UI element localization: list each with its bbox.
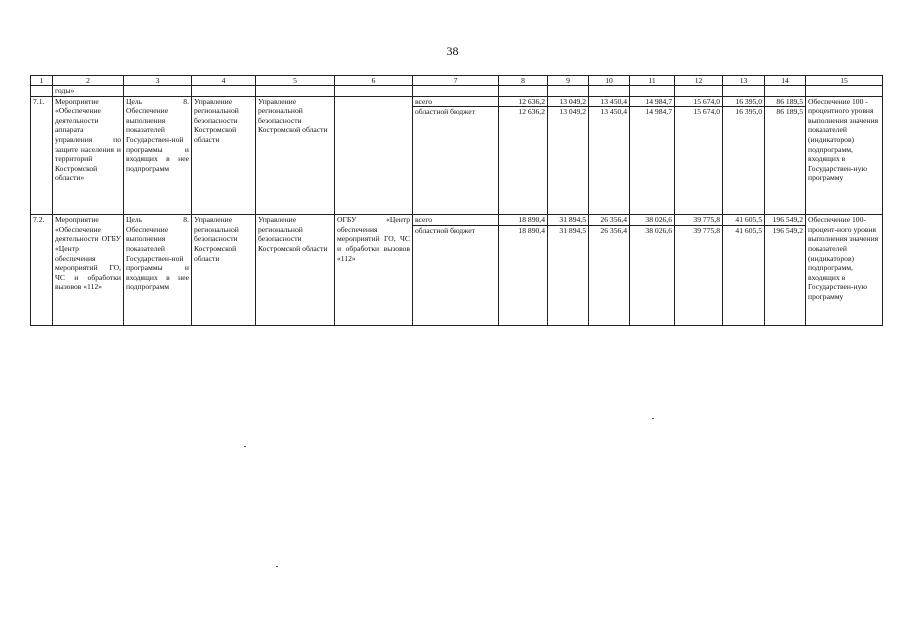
funding-value: 12 636,2 bbox=[499, 107, 548, 215]
page-number: 38 bbox=[446, 44, 459, 58]
measure-name: Мероприятие «Обеспечение деятельности аппарата управления по защите населения и территорий Костромской области» bbox=[53, 96, 124, 215]
participant: ОГБУ «Центр обеспечения мероприятий ГО, ЧС и обработки вызовов «112» bbox=[335, 215, 413, 326]
col-header: 13 bbox=[723, 76, 765, 86]
continuation-text: годы» bbox=[53, 86, 124, 97]
funding-value: 26 356,4 bbox=[589, 215, 630, 226]
funding-value: 15 674,0 bbox=[675, 96, 723, 107]
funding-value: 31 894,5 bbox=[548, 215, 589, 226]
scan-speck bbox=[244, 446, 246, 447]
funding-value: 41 605,5 bbox=[723, 215, 765, 226]
funding-total: 86 189,5 bbox=[765, 96, 806, 107]
funding-value: 38 026,6 bbox=[630, 215, 675, 226]
funding-value: 16 395,0 bbox=[723, 107, 765, 215]
col-header: 15 bbox=[806, 76, 883, 86]
funding-source: всего bbox=[413, 215, 499, 226]
col-header: 12 bbox=[675, 76, 723, 86]
funding-source: областной бюджет bbox=[413, 225, 499, 325]
funding-value: 39 775,8 bbox=[675, 225, 723, 325]
col-header: 7 bbox=[413, 76, 499, 86]
funding-value: 18 890,4 bbox=[499, 215, 548, 226]
col-header: 9 bbox=[548, 76, 589, 86]
col-header: 8 bbox=[499, 76, 548, 86]
funding-value: 39 775,8 bbox=[675, 215, 723, 226]
funding-value: 15 674,0 bbox=[675, 107, 723, 215]
funding-value: 14 984,7 bbox=[630, 96, 675, 107]
goal-cell: Цель 8. Обеспечение выполнения показателей Государствен-ной программы и входящих в нее подпрограмм bbox=[124, 96, 192, 215]
col-header: 11 bbox=[630, 76, 675, 86]
col-header: 14 bbox=[765, 76, 806, 86]
funding-value: 26 356,4 bbox=[589, 225, 630, 325]
funding-value: 18 890,4 bbox=[499, 225, 548, 325]
col-header: 3 bbox=[124, 76, 192, 86]
col-header: 6 bbox=[335, 76, 413, 86]
row-number: 7.1. bbox=[31, 96, 53, 215]
funding-value: 12 636,2 bbox=[499, 96, 548, 107]
funding-value: 14 984,7 bbox=[630, 107, 675, 215]
table-row bbox=[31, 215, 883, 226]
expected-result: Обеспечение 100-процент-ного уровня выполнения значения показателей (индикаторов) подпрограмм, входящих в Государствен-ную программу bbox=[806, 215, 883, 326]
budget-table bbox=[30, 75, 883, 326]
table-row bbox=[31, 96, 883, 107]
goal-cell: Цель 8. Обеспечение выполнения показателей Государствен-ной программы и входящих в нее подпрограмм bbox=[124, 215, 192, 326]
responsible-executor: Управление региональной безопасности Костромской области bbox=[192, 215, 256, 326]
funding-value: 31 894,5 bbox=[548, 225, 589, 325]
funding-source: областной бюджет bbox=[413, 107, 499, 215]
scan-speck bbox=[652, 418, 654, 419]
col-header: 10 bbox=[589, 76, 630, 86]
funding-value: 13 450,4 bbox=[589, 107, 630, 215]
row-number: 7.2. bbox=[31, 215, 53, 326]
continuation-row bbox=[31, 86, 883, 97]
co-executor: Управление региональной безопасности Костромской области bbox=[256, 215, 335, 326]
funding-value: 38 026,6 bbox=[630, 225, 675, 325]
funding-source: всего bbox=[413, 96, 499, 107]
funding-value: 41 605,5 bbox=[723, 225, 765, 325]
responsible-executor: Управление региональной безопасности Костромской области bbox=[192, 96, 256, 215]
scan-speck bbox=[276, 566, 278, 567]
funding-total: 196 549,2 bbox=[765, 215, 806, 226]
funding-total: 196 549,2 bbox=[765, 225, 806, 325]
participant bbox=[335, 96, 413, 215]
funding-value: 13 450,4 bbox=[589, 96, 630, 107]
funding-value: 16 395,0 bbox=[723, 96, 765, 107]
measure-name: Мероприятие «Обеспечение деятельности ОГБУ «Центр обеспечения мероприятий ГО, ЧС и обработки вызовов «112» bbox=[53, 215, 124, 326]
funding-value: 13 049,2 bbox=[548, 107, 589, 215]
funding-total: 86 189,5 bbox=[765, 107, 806, 215]
col-header: 4 bbox=[192, 76, 256, 86]
col-header: 2 bbox=[53, 76, 124, 86]
expected-result: Обеспечение 100 - процентного уровня выполнения значения показателей (индикаторов) подпрограмм, входящих в Государствен-ную программу bbox=[806, 96, 883, 215]
co-executor: Управление региональной безопасности Костромской области bbox=[256, 96, 335, 215]
col-header: 5 bbox=[256, 76, 335, 86]
funding-value: 13 049,2 bbox=[548, 96, 589, 107]
column-number-row bbox=[31, 76, 883, 86]
col-header: 1 bbox=[31, 76, 53, 86]
